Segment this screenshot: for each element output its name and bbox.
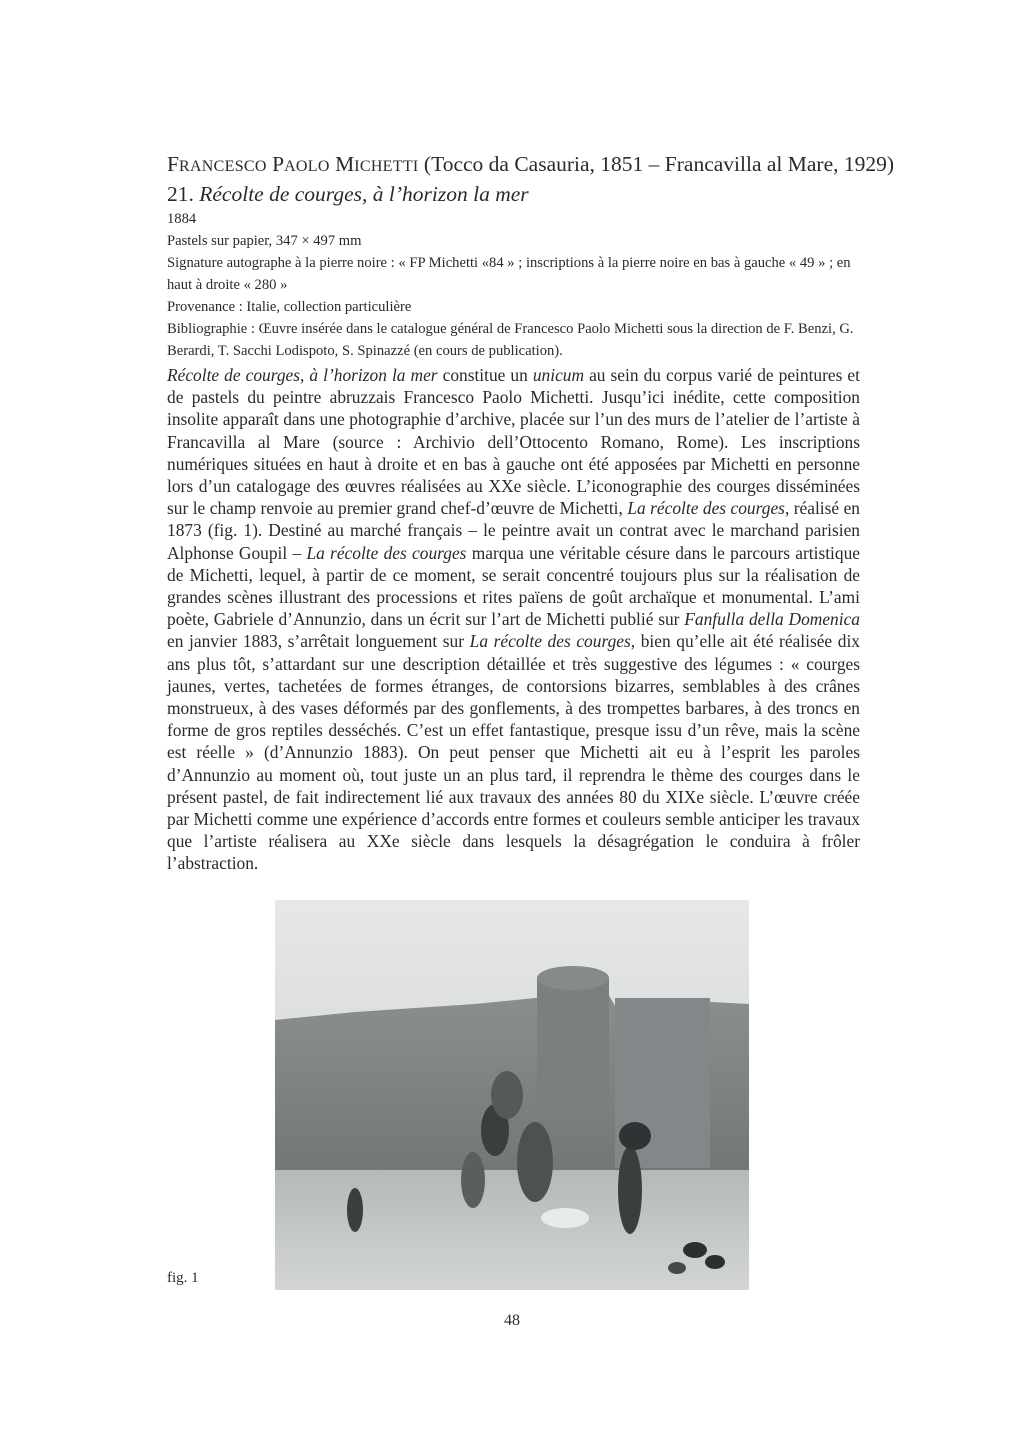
essay-span: en janvier 1883, s’arrêtait longuement sur — [167, 631, 470, 652]
essay-span: Récolte de courges, à l’horizon la mer — [167, 365, 438, 385]
work-year: 1884 — [167, 211, 197, 227]
artist-middle-initial: P — [272, 152, 285, 176]
page-number: 48 — [504, 1312, 520, 1329]
essay-span: Fanfulla della Domenica — [684, 609, 860, 630]
catalogue-number: 21. — [167, 182, 194, 206]
gourd — [683, 1242, 707, 1258]
artist-dates: (Tocco da Casauria, 1851 – Francavilla al Mare, 1929) — [423, 152, 895, 176]
essay-span: unicum — [532, 365, 585, 385]
essay-span: La récolte des courges — [306, 542, 467, 563]
essay-text — [167, 364, 860, 875]
work-title-text: Récolte de courges, à l’horizon la mer — [199, 182, 529, 206]
figure-child — [347, 1188, 363, 1232]
artist-first-initial: F — [167, 152, 179, 176]
essay-span: , bien qu’elle ait été réalisée dix ans plus tôt, s’attardant sur une description détaillée et très suggestive des légumes : « courges jaunes, vertes, tachetées de formes étranges, de contorsions bizarres, semblables à des crânes monstrueux, à des vases déformés par des gonflements, à des trompettes barbares, à des troncs en forme de gros reptiles desséchés. C’est un effet fantastique, presque issu d’un rêve, mais la scène est réelle » (d’Annunzio 1883). On peut penser que Michetti ait eu à l’esprit les paroles d’Annunzio au moment où, tout juste un an plus tard, il reprendra le thème des courges dans le présent pastel, de fait indirectement lié aux travaux des années 80 du XIXe siècle. L’œuvre créée par Michetti comme une expérience d’accords entre formes et couleurs semble anticiper les travaux que l’artiste réalisera au XXe siècle dans lesquels la désagrégation le conduira à frôler l’abstraction. — [167, 631, 860, 874]
figure-woman — [461, 1152, 485, 1208]
figure-load — [619, 1122, 651, 1150]
essay-span: La récolte des courges — [627, 498, 785, 519]
painting-illustration — [275, 900, 749, 1290]
artist-middle-rest: AOLO — [284, 158, 330, 175]
goose — [541, 1208, 589, 1228]
work-details — [167, 208, 860, 362]
artist-last-initial: M — [335, 152, 355, 176]
work-title — [167, 180, 860, 208]
artist-first-rest: RANCESCO — [178, 158, 267, 175]
figure-basket — [491, 1071, 523, 1119]
gourd — [705, 1255, 725, 1269]
essay-paragraph — [167, 364, 860, 875]
work-medium: Pastels sur papier, 347 × 497 mm — [167, 233, 362, 249]
essay-span: La récolte des courges — [469, 631, 631, 652]
figure-caption: fig. 1 — [167, 1270, 199, 1286]
artist-last-rest: ICHETTI — [354, 158, 419, 175]
gourd — [668, 1262, 686, 1274]
figure-painting-photo — [275, 900, 749, 1290]
work-signature: Signature autographe à la pierre noire : « FP Michetti «84 » ; inscriptions à la pierre noire en bas à gauche « 49 » ; en haut à droite « 280 » — [167, 255, 851, 293]
essay-span: au sein du corpus varié de peintures et de pastels du peintre abruzzais Francesco Paolo Michetti. Jusqu’ici inédite, cette composition insolite apparaît dans une photographie d’archive, placée sur l’un des murs de l’atelier de l’artiste à Francavilla al Mare (source : Archivio dell’Ottocento Romano, Rome). Les inscriptions numériques situées en haut à droite et en bas à gauche ont été apposées par Michetti en personne lors d’un catalogage des œuvres réalisées au XXe siècle. L’iconographie des courges disséminées sur le champ renvoie au premier grand chef-d’œuvre de Michetti, — [167, 365, 860, 519]
figure-woman — [517, 1122, 553, 1202]
artist-heading — [167, 150, 895, 181]
work-bibliography: Bibliographie : Œuvre insérée dans le catalogue général de Francesco Paolo Michetti sous la direction de F. Benzi, G. Berardi, T. Sacchi Lodispoto, S. Spinazzé (en cours de publication). — [167, 321, 854, 359]
fortress-tower — [537, 978, 609, 1098]
essay-span: constitue un — [437, 365, 533, 385]
essay-span: marqua une véritable césure dans le parcours artistique de Michetti, lequel, à partir de ce moment, se serait concentré toujours plus sur la réalisation de grandes scènes illustrant des processions et rites païens de goût archaïque et monumental. L’ami poète, Gabriele d’Annunzio, dans un écrit sur l’art de Michetti publié sur — [167, 542, 860, 630]
tower-top — [537, 966, 609, 990]
figure-man — [618, 1146, 642, 1234]
essay-span: , réalisé en 1873 (fig. 1). Destiné au marché français – le peintre avait un contrat avec le marchand parisien Alphonse Goupil – — [167, 498, 860, 563]
work-provenance: Provenance : Italie, collection particulière — [167, 299, 412, 315]
